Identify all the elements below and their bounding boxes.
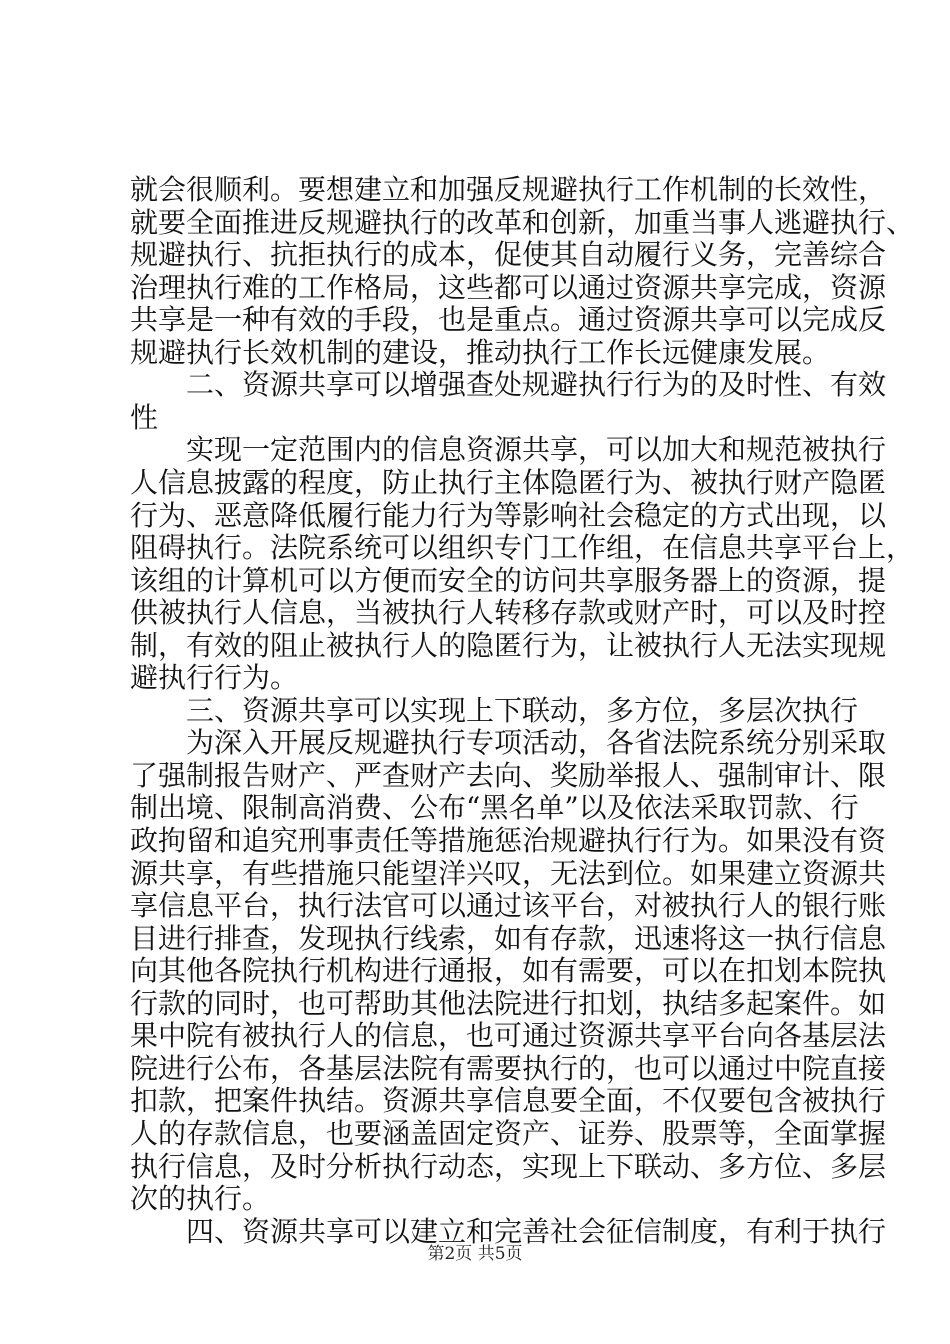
text-line: 次的执行。 — [130, 1182, 271, 1215]
text-line: 实现一定范围内的信息资源共享，可以加大和规范被执行 — [130, 433, 887, 467]
text-line: 享信息平台，执行法官可以通过该平台，对被执行人的银行账 — [130, 889, 887, 923]
text-line: 规避执行、抗拒执行的成本，促使其自动履行义务，完善综合 — [130, 238, 887, 272]
text-line: 为深入开展反规避执行专项活动，各省法院系统分别采取 — [130, 726, 887, 760]
text-line: 就会很顺利。要想建立和加强反规避执行工作机制的长效性， — [130, 173, 887, 206]
text-line: 制出境、限制高消费、公布“黑名单”以及依法采取罚款、行 — [130, 791, 859, 825]
text-line: 院进行公布，各基层法院有需要执行的，也可以通过中院直接 — [130, 1051, 887, 1085]
text-line: 源共享，有些措施只能望洋兴叹，无法到位。如果建立资源共 — [130, 856, 887, 890]
text-line: 人信息披露的程度，防止执行主体隐匿行为、被执行财产隐匿 — [130, 465, 887, 499]
page-number: 第2页 共5页 — [427, 1244, 523, 1264]
text-line: 行为、恶意降低履行能力行为等影响社会稳定的方式出现，以 — [130, 498, 887, 532]
text-line: 四、资源共享可以建立和完善社会征信制度，有利于执行 — [130, 1214, 887, 1248]
text-line: 向其他各院执行机构进行通报，如有需要，可以在扣划本院执 — [130, 954, 887, 988]
text-line: 该组的计算机可以方便而安全的访问共享服务器上的资源，提 — [130, 563, 887, 597]
text-line: 避执行行为。 — [130, 661, 299, 695]
text-line: 规避执行长效机制的建设，推动执行工作长远健康发展。 — [130, 335, 831, 369]
text-line: 果中院有被执行人的信息，也可通过资源共享平台向各基层法 — [130, 1019, 887, 1053]
text-line: 性 — [130, 400, 159, 434]
text-line: 制，有效的阻止被执行人的隐匿行为，让被执行人无法实现规 — [130, 628, 887, 662]
text-line: 政拘留和追究刑事责任等措施惩治规避执行行为。如果没有资 — [130, 824, 887, 857]
text-line: 行款的同时，也可帮助其他法院进行扣划，执结多起案件。如 — [130, 986, 887, 1020]
text-line: 治理执行难的工作格局，这些都可以通过资源共享完成，资源 — [130, 270, 887, 304]
text-line: 三、资源共享可以实现上下联动，多方位，多层次执行 — [130, 693, 859, 727]
text-line: 执行信息，及时分析执行动态，实现上下联动、多方位、多层 — [130, 1149, 887, 1183]
text-line: 目进行排查，发现执行线索，如有存款，迅速将这一执行信息 — [130, 921, 887, 955]
text-line: 共享是一种有效的手段，也是重点。通过资源共享可以完成反 — [130, 303, 887, 337]
text-line: 人的存款信息，也要涵盖固定资产、证券、股票等，全面掌握 — [130, 1116, 887, 1150]
text-line: 就要全面推进反规避执行的改革和创新，加重当事人逃避执行、 — [130, 205, 915, 239]
text-line: 扣款，把案件执结。资源共享信息要全面，不仅要包含被执行 — [130, 1084, 887, 1118]
text-line: 二、资源共享可以增强查处规避执行行为的及时性、有效 — [130, 368, 887, 402]
text-line: 了强制报告财产、严查财产去向、奖励举报人、强制审计、限 — [130, 758, 887, 792]
text-line: 供被执行人信息，当被执行人转移存款或财产时，可以及时控 — [130, 596, 887, 630]
text-line: 阻碍执行。法院系统可以组织专门工作组，在信息共享平台上， — [130, 531, 915, 564]
